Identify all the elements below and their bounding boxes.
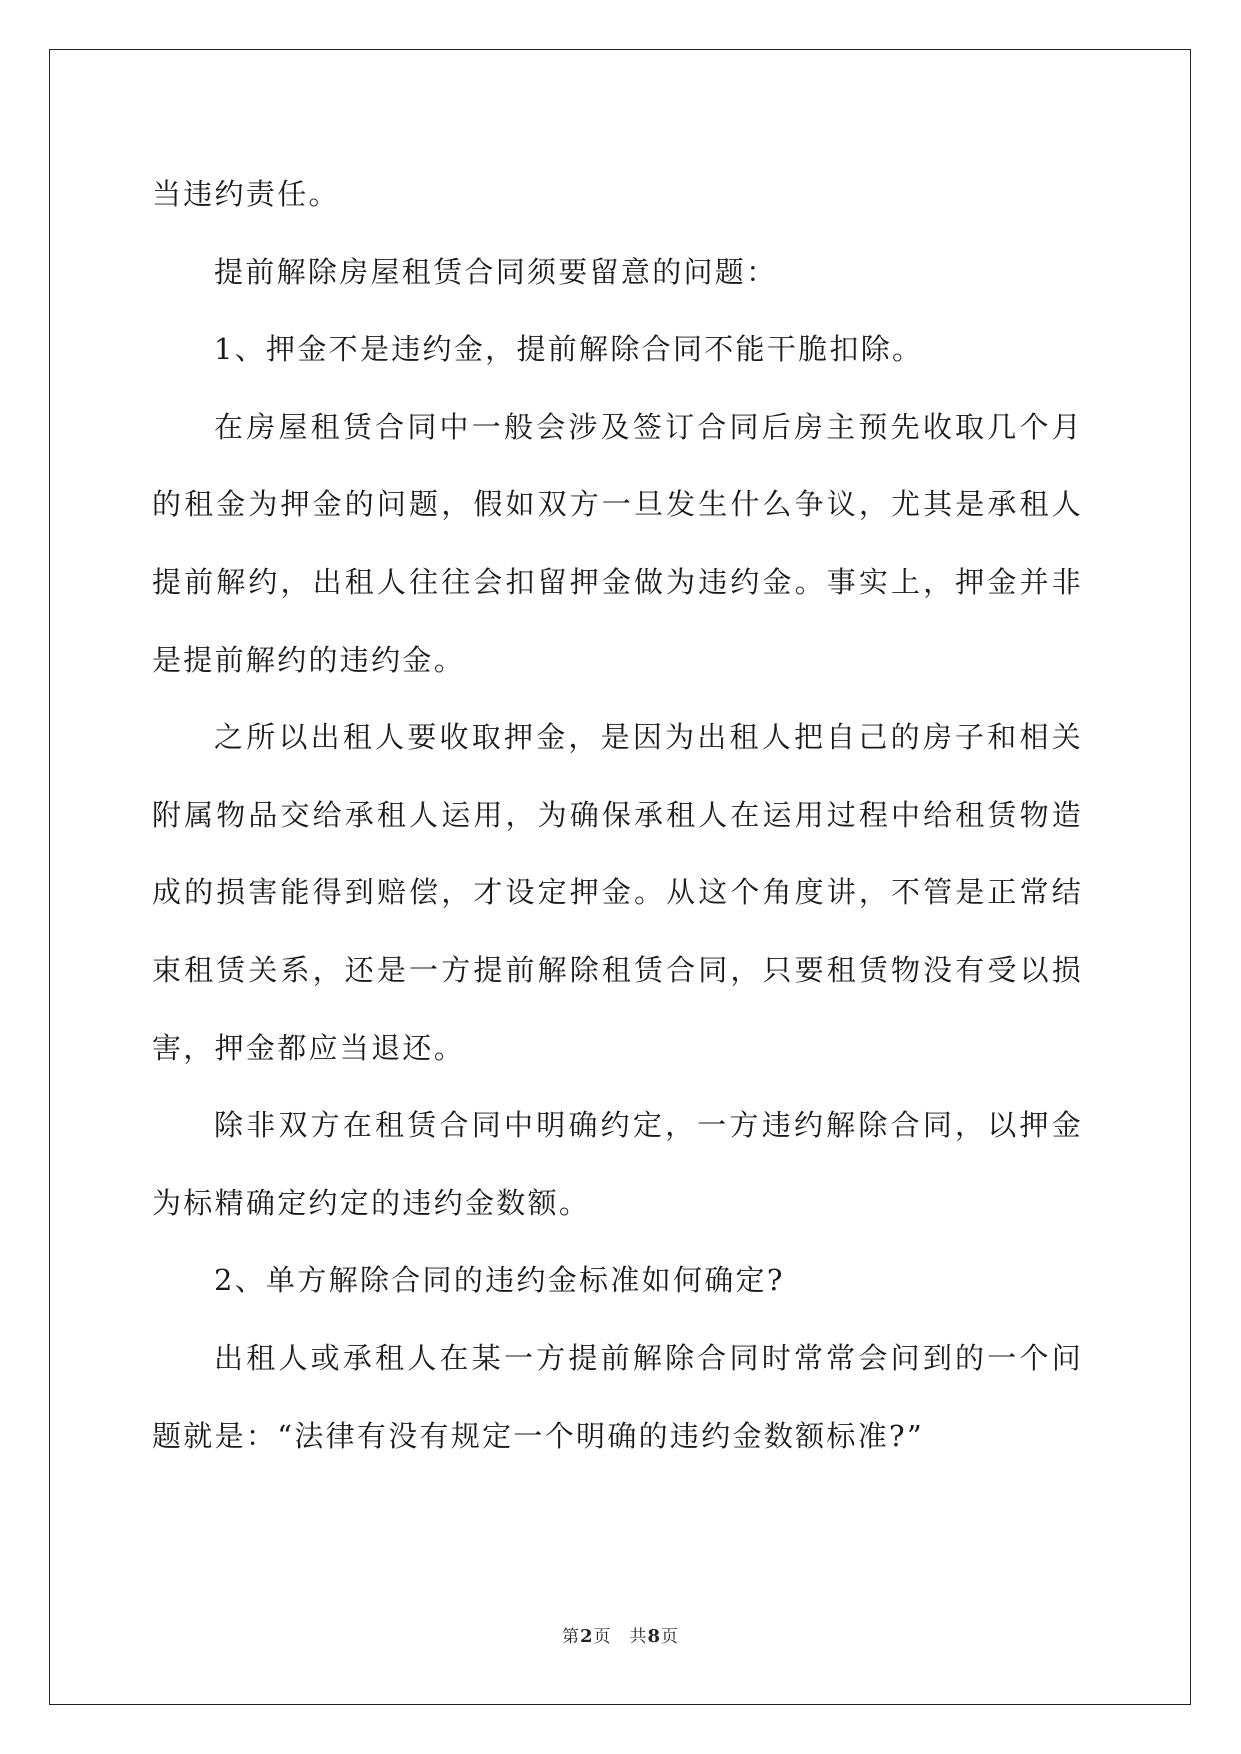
paragraph: 1、押金不是违约金，提前解除合同不能干脆扣除。	[214, 332, 924, 367]
total-suffix: 页	[661, 1627, 680, 1647]
total-prefix: 共	[629, 1627, 648, 1647]
paragraph: 提前解除房屋租赁合同须要留意的问题：	[214, 254, 778, 289]
document-body	[152, 156, 1083, 1475]
paragraph: 在房屋租赁合同中一般会涉及签订合同后房主预先收取几个月的租金为押金的问题，假如双方一旦发生什么争议，尤其是承租人提前解约，出租人往往会扣留押金做为违约金。事实上，押金并非是提前解约的违约金。	[152, 409, 1083, 677]
total-pages: 8	[647, 1626, 662, 1647]
paragraph: 除非双方在租赁合同中明确约定，一方违约解除合同，以押金为标精确定约定的违约金数额。	[152, 1108, 1083, 1220]
paragraph: 当违约责任。	[152, 177, 340, 211]
paragraph: 之所以出租人要收取押金，是因为出租人把自己的房子和相关附属物品交给承租人运用，为确保承租人在运用过程中给租赁物造成的损害能得到赔偿，才设定押金。从这个角度讲，不管是正常结束租赁关系，还是一方提前解除租赁合同，只要租赁物没有受以损害，押金都应当退还。	[152, 720, 1083, 1065]
paragraph: 出租人或承租人在某一方提前解除合同时常常会问到的一个问题就是：“法律有没有规定一个明确的违约金数额标准?”	[152, 1340, 1083, 1453]
page-prefix: 第	[561, 1627, 580, 1647]
page-suffix: 页	[593, 1627, 612, 1647]
paragraph: 2、单方解除合同的违约金标准如何确定?	[214, 1263, 785, 1298]
page-number: 2	[579, 1626, 594, 1647]
page-footer	[0, 1622, 1241, 1647]
